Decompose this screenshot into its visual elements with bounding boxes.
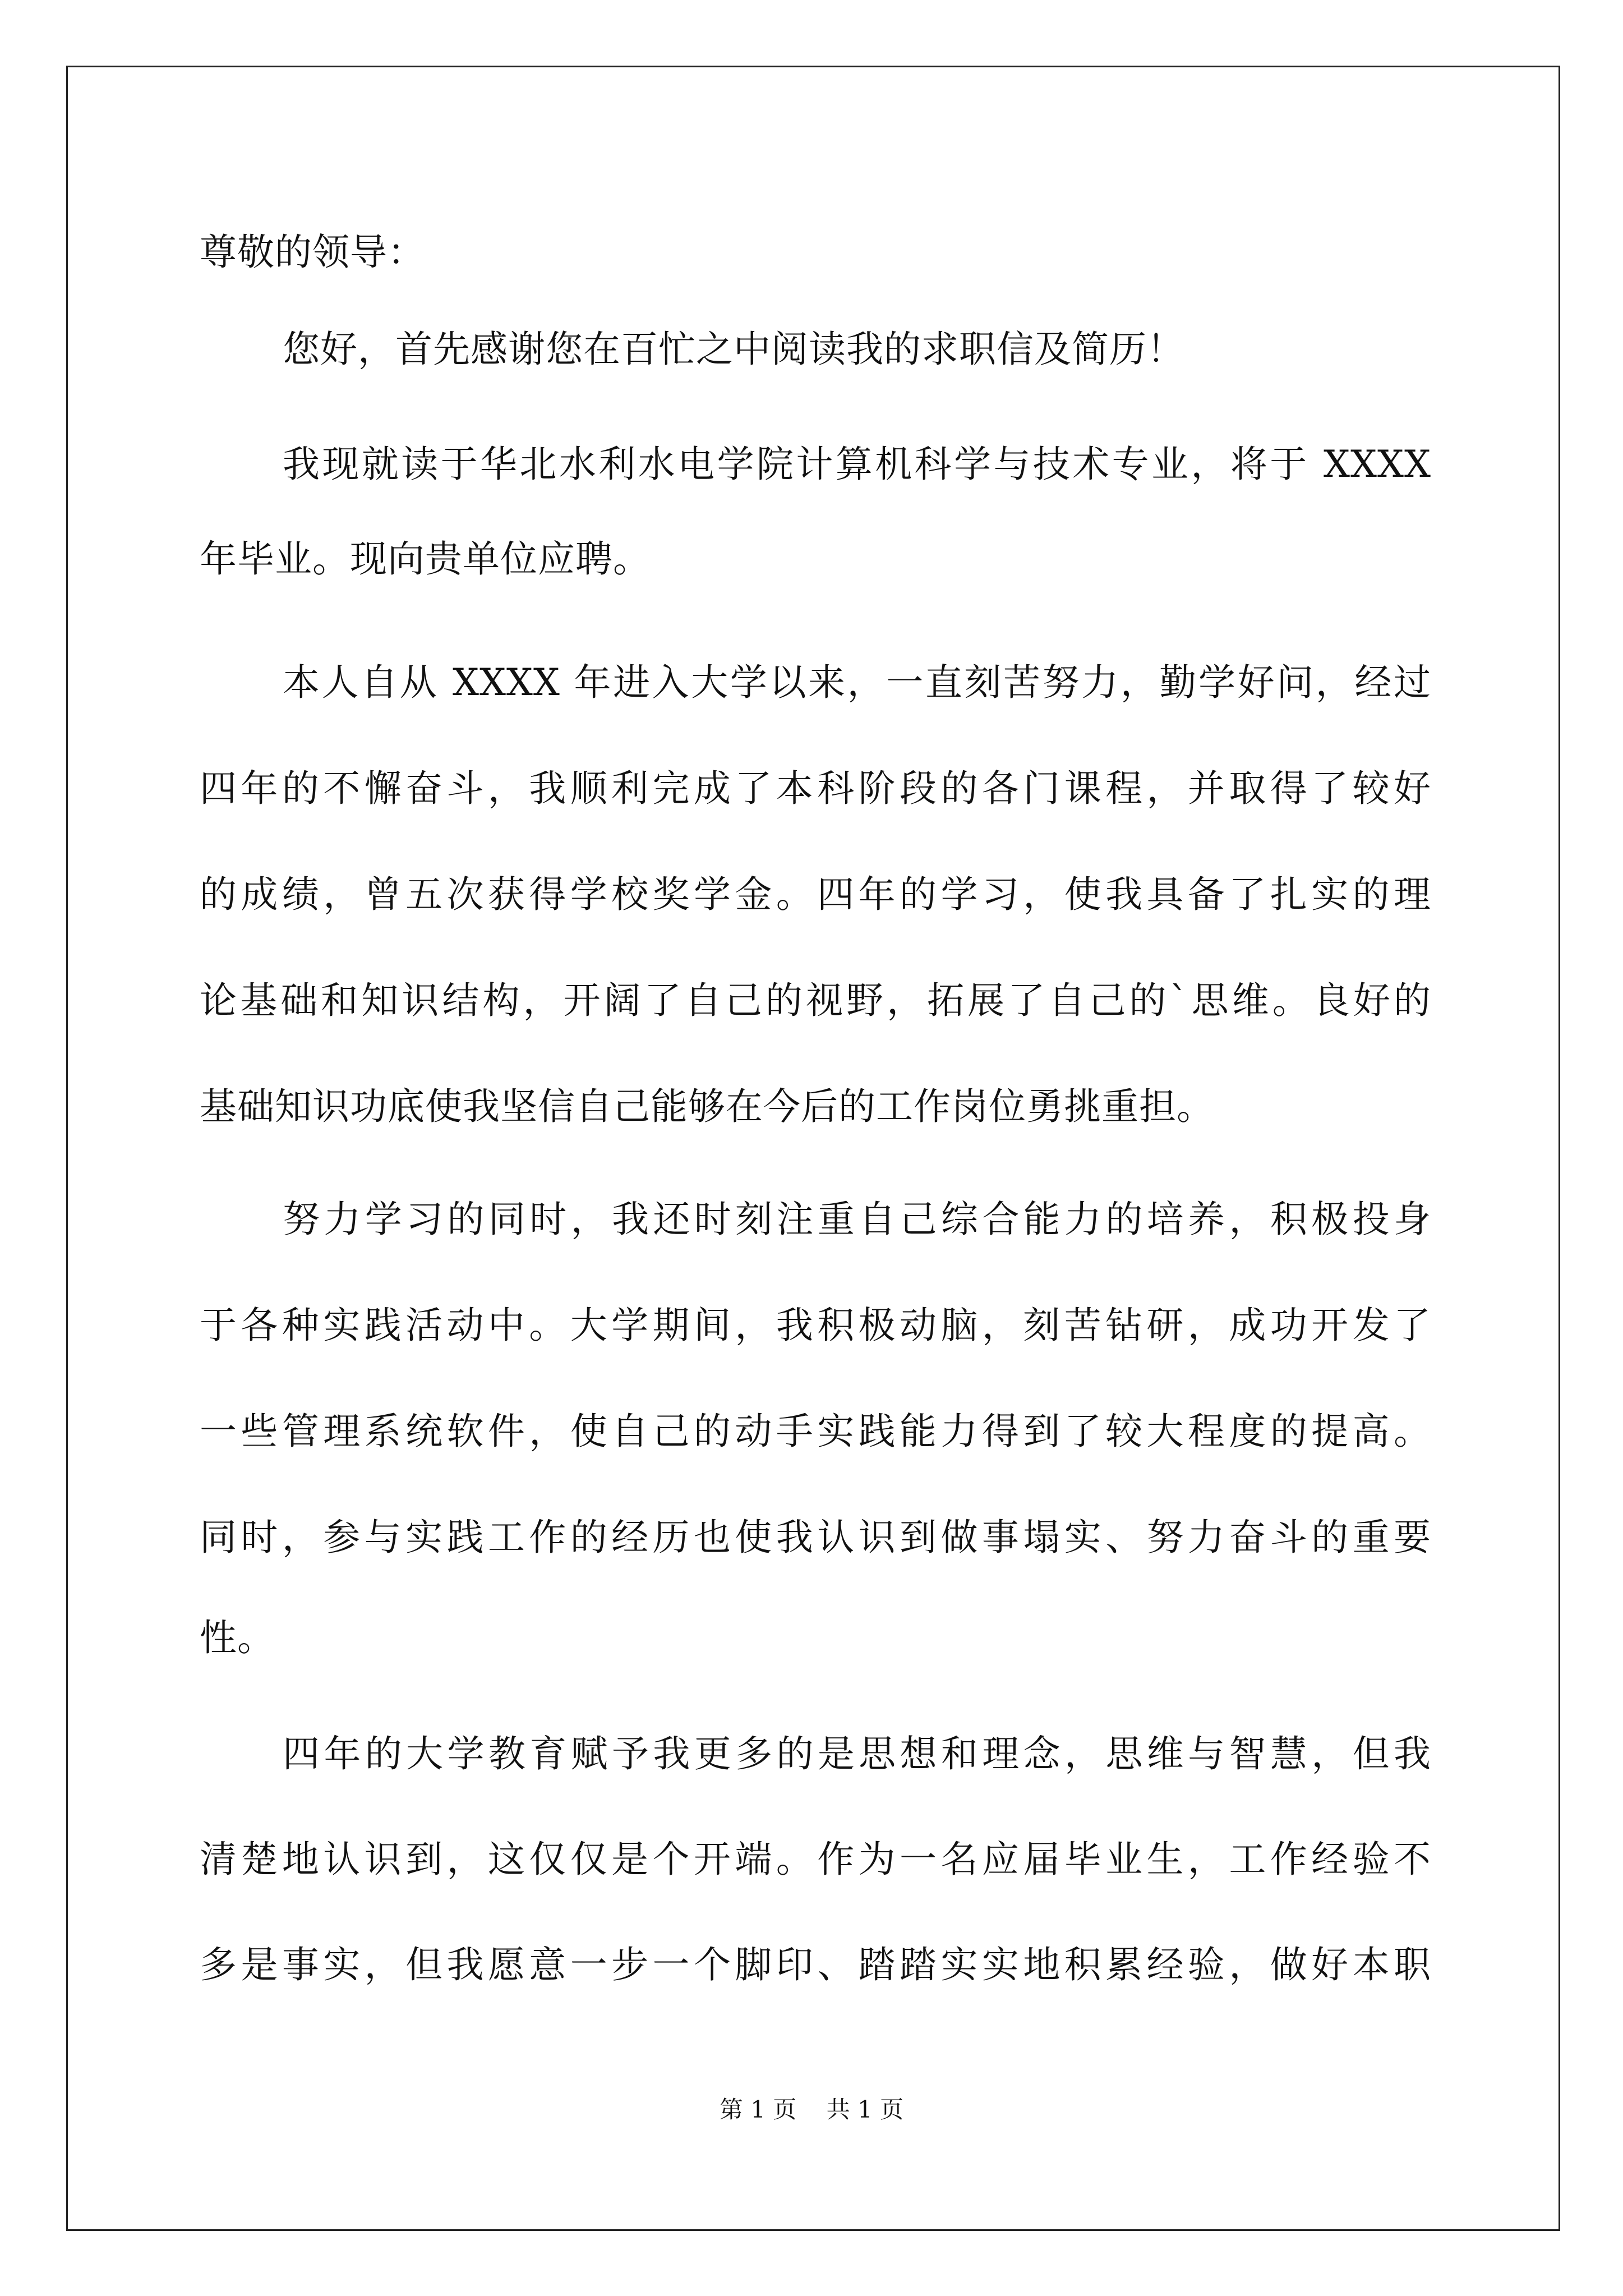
text-line: 于各种实践活动中。大学期间，我积极动脑，刻苦钻研，成功开发了	[200, 1304, 1431, 1347]
page-border	[66, 66, 1560, 2231]
text-line: 四年的不懈奋斗，我顺利完成了本科阶段的各门课程，并取得了较好	[200, 767, 1431, 810]
text-line: 论基础和知识结构，开阔了自己的视野，拓展了自己的`思维。良好的	[200, 979, 1431, 1022]
text-line: 清楚地认识到，这仅仅是个开端。作为一名应届毕业生，工作经验不	[200, 1838, 1431, 1881]
text-line: 您好，首先感谢您在百忙之中阅读我的求职信及简历！	[283, 328, 1184, 371]
text-line: 性。	[200, 1616, 275, 1659]
salutation: 尊敬的领导：	[200, 231, 425, 274]
text-line: 同时，参与实践工作的经历也使我认识到做事塌实、努力奋斗的重要	[200, 1516, 1431, 1559]
text-line: 四年的大学教育赋予我更多的是思想和理念，思维与智慧，但我	[283, 1732, 1431, 1775]
text-line: 年毕业。现向贵单位应聘。	[200, 537, 651, 581]
text-line: 努力学习的同时，我还时刻注重自己综合能力的培养，积极投身	[283, 1198, 1431, 1241]
page-footer: 第 1 页 共 1 页	[719, 2096, 904, 2123]
text-line: 一些管理系统软件，使自己的动手实践能力得到了较大程度的提高。	[200, 1410, 1431, 1453]
text-line: 基础知识功底使我坚信自己能够在今后的工作岗位勇挑重担。	[200, 1085, 1214, 1128]
text-line: 的成绩，曾五次获得学校奖学金。四年的学习，使我具备了扎实的理	[200, 873, 1431, 916]
text-line: 我现就读于华北水利水电学院计算机科学与技术专业，将于 XXXX	[283, 443, 1431, 486]
text-line: 多是事实，但我愿意一步一个脚印、踏踏实实地积累经验，做好本职	[200, 1943, 1431, 1986]
text-line: 本人自从 XXXX 年进入大学以来，一直刻苦努力，勤学好问，经过	[283, 661, 1431, 704]
